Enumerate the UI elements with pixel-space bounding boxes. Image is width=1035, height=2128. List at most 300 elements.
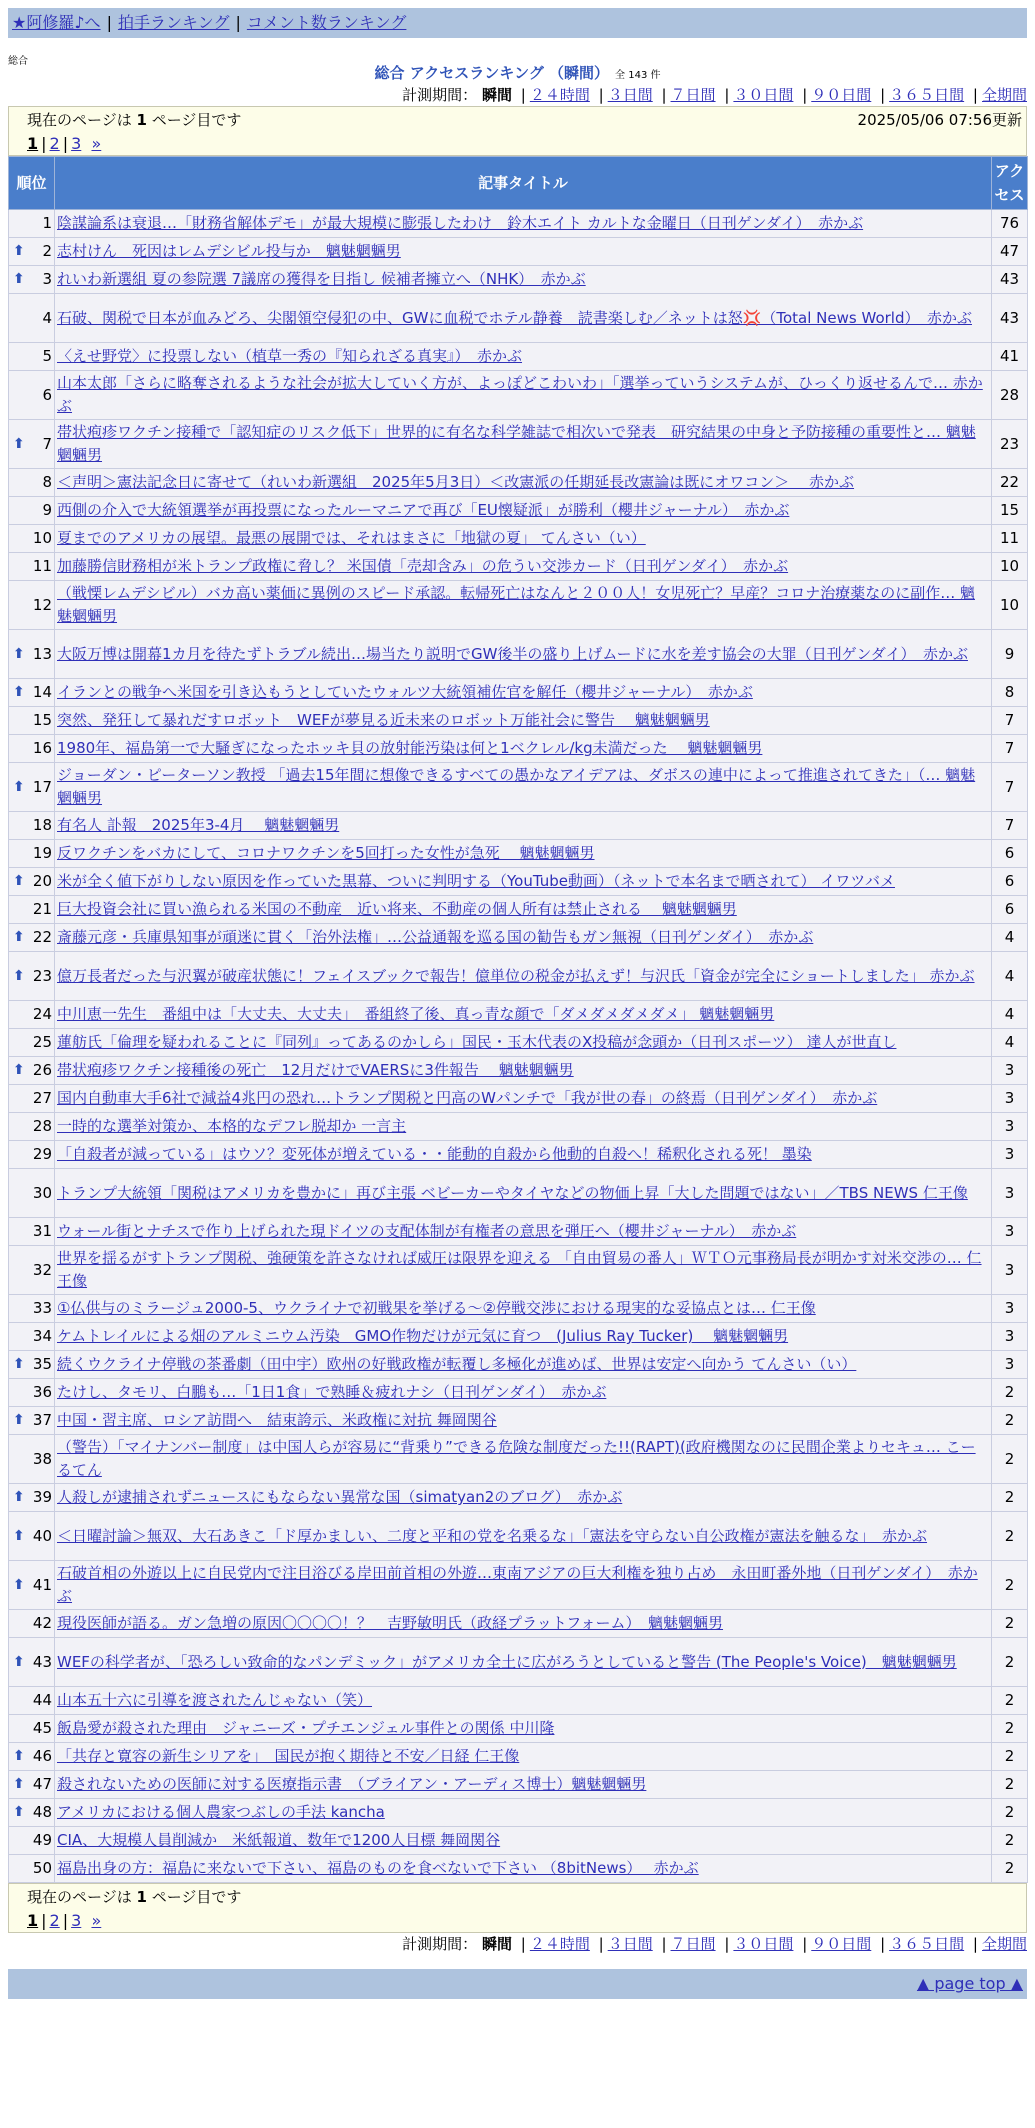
article-title-link[interactable]: たけし、タモリ、白鵬も…「1日1食」で熟睡＆疲れナシ（日刊ゲンダイ） 赤かぶ: [57, 1383, 607, 1401]
access-count: 6: [992, 840, 1028, 868]
title-cell: [55, 735, 992, 763]
rank-number: 16: [32, 739, 52, 757]
period-link-90d[interactable]: ９０日間: [811, 86, 872, 104]
table-row: [9, 1379, 1028, 1407]
table-row: [9, 1435, 1028, 1484]
rank-up-arrow-icon: ⬆: [13, 1412, 25, 1428]
article-title-link[interactable]: 億万長者だった与沢翼が破産状態に！フェイスブックで報告！億単位の税金が払えず！与沢氏「資金が完全にショートしました」 赤かぶ: [57, 966, 975, 985]
article-title-link[interactable]: 山本五十六に引導を渡されたんじゃない（笑）: [57, 1691, 373, 1709]
rank-number: 6: [42, 385, 52, 404]
current-page-post: ページ目です: [151, 111, 242, 129]
article-title-link[interactable]: ケムトレイルによる畑のアルミニウム汚染 GMO作物だけが元気に育つ (Julius Ray Tucker) 魑魅魍魎男: [57, 1327, 789, 1345]
rank-cell: [9, 497, 55, 525]
rank-number: 11: [32, 557, 52, 575]
rank-number: 7: [42, 434, 52, 453]
rank-number: 45: [32, 1719, 52, 1737]
current-page-number-bottom: 1: [136, 1888, 147, 1906]
next-page-link-bottom[interactable]: »: [91, 1911, 102, 1930]
table-row: [9, 1715, 1028, 1743]
title-cell: [55, 1512, 992, 1561]
title-cell: [55, 1715, 992, 1743]
rank-number: 8: [42, 473, 52, 491]
nav-separator: |: [235, 13, 241, 32]
pagination-bottom: 1 | 2 | 3 »: [27, 1911, 102, 1930]
rank-cell: [9, 1407, 55, 1435]
article-title-link[interactable]: 石破首相の外遊以上に自民党内で注目浴びる岸田前首相の外遊…東南アジアの巨大利権を独り占め 永田町番外地（日刊ゲンダイ） 赤かぶ: [57, 1564, 978, 1605]
article-title-link[interactable]: 〈えせ野党〉に投票しない（植草一秀の『知られざる真実』） 赤かぶ: [57, 347, 523, 365]
title-cell: [55, 1610, 992, 1638]
table-row: [9, 868, 1028, 896]
rank-cell: [9, 1512, 55, 1561]
access-count: 3: [992, 1169, 1028, 1218]
title-cell: [55, 840, 992, 868]
title-cell: [55, 238, 992, 266]
article-title-link[interactable]: 「共存と寛容の新生シリアを」 国民が抱く期待と不安／日経 仁王像: [57, 1747, 520, 1765]
article-title-link[interactable]: 福島出身の方：福島に来ないで下さい、福島のものを食べないで下さい （8bitNews） 赤かぶ: [57, 1859, 699, 1877]
article-title-link[interactable]: 斎藤元彦・兵庫県知事が頑迷に貫く「治外法権」…公益通報を巡る国の勧告もガン無視（日刊ゲンダイ） 赤かぶ: [57, 928, 814, 946]
rank-cell: [9, 343, 55, 371]
page-info-bottom: [8, 1883, 1027, 1933]
rank-up-arrow-icon: ⬆: [13, 645, 25, 662]
period-link-7d-bottom[interactable]: ７日間: [670, 1935, 716, 1953]
rank-number: 2: [42, 242, 52, 260]
title-cell: [55, 1169, 992, 1218]
rank-number: 18: [32, 816, 52, 834]
rank-up-arrow-icon: ⬆: [13, 1748, 25, 1764]
rank-number: 50: [32, 1859, 52, 1877]
title-cell: [55, 1687, 992, 1715]
period-link-24h[interactable]: ２４時間: [529, 86, 590, 104]
table-row: [9, 763, 1028, 812]
table-row: [9, 1169, 1028, 1218]
table-row: [9, 343, 1028, 371]
article-title-link[interactable]: CIA、大規模人員削減か 米紙報道、数年で1200人目標 舞岡関谷: [57, 1831, 501, 1849]
article-title-link[interactable]: 有名人 訃報 2025年3-4月 魑魅魍魎男: [57, 816, 340, 834]
table-row: [9, 896, 1028, 924]
title-cell: [55, 420, 992, 469]
article-title-link[interactable]: 西側の介入で大統領選挙が再投票になったルーマニアで再び「EU懐疑派」が勝利（櫻井ジャーナル） 赤かぶ: [57, 501, 790, 519]
table-row: [9, 952, 1028, 1001]
rank-number: 17: [32, 777, 52, 796]
rank-number: 30: [32, 1183, 52, 1202]
rank-cell: [9, 1351, 55, 1379]
rank-up-arrow-icon: ⬆: [13, 1062, 25, 1078]
title-cell: [55, 294, 992, 343]
rank-number: 5: [42, 347, 52, 365]
period-link-365d-bottom[interactable]: ３６５日間: [889, 1935, 965, 1953]
period-link-30d-bottom[interactable]: ３０日間: [733, 1935, 794, 1953]
article-title-link[interactable]: 加藤勝信財務相が米トランプ政権に脅し？ 米国債「売却含み」の危うい交渉カード（日刊ゲンダイ） 赤かぶ: [57, 557, 789, 575]
rank-number: 46: [32, 1747, 52, 1765]
article-title-link[interactable]: 人殺しが逮捕されずニュースにもならない異常な国（simatyan2のブログ） 赤かぶ: [57, 1488, 623, 1506]
rank-cell: [9, 924, 55, 952]
rank-cell: [9, 525, 55, 553]
access-count: 2: [992, 1687, 1028, 1715]
current-page-post-bottom: ページ目です: [151, 1888, 242, 1906]
rank-number: 3: [42, 270, 52, 288]
access-count: 3: [992, 1351, 1028, 1379]
rank-up-arrow-icon: ⬆: [13, 1804, 25, 1820]
rank-number: 36: [32, 1383, 52, 1401]
title-cell: [55, 763, 992, 812]
title-cell: [55, 707, 992, 735]
rank-number: 21: [32, 900, 52, 918]
title-cell: [55, 679, 992, 707]
article-title-link[interactable]: ウォール街とナチスで作り上げられた現ドイツの支配体制が有権者の意思を弾圧へ（櫻井ジャーナル） 赤かぶ: [57, 1222, 797, 1240]
title-cell: [55, 1799, 992, 1827]
rank-number: 41: [32, 1575, 52, 1594]
article-title-link[interactable]: イランとの戦争へ米国を引き込もうとしていたウォルツ大統領補佐官を解任（櫻井ジャーナル） 赤かぶ: [57, 683, 753, 701]
article-title-link[interactable]: 一時的な選挙対策か、本格的なデフレ脱却か 一言主: [57, 1117, 407, 1135]
table-row: [9, 1561, 1028, 1610]
access-count: 4: [992, 1029, 1028, 1057]
access-count: 2: [992, 1379, 1028, 1407]
rank-up-arrow-icon: ⬆: [13, 1653, 25, 1670]
table-row: [9, 1001, 1028, 1029]
article-title-link[interactable]: れいわ新選組 夏の参院選 7議席の獲得を目指し 候補者擁立へ（NHK） 赤かぶ: [57, 270, 586, 288]
title-cell: [55, 630, 992, 679]
access-count: 7: [992, 735, 1028, 763]
rank-up-arrow-icon: ⬆: [13, 1527, 25, 1544]
current-page-pre-bottom: 現在のページは: [27, 1888, 132, 1906]
nav-link-asyura[interactable]: ★阿修羅♪へ: [12, 13, 101, 32]
article-title-link[interactable]: 世界を揺るがすトランプ関税、強硬策を許さなければ威圧は限界を迎える 「自由貿易の番人」ＷＴＯ元事務局長が明かす対米交渉の… 仁王像: [57, 1249, 982, 1290]
rank-cell: [9, 952, 55, 1001]
rank-cell: [9, 1029, 55, 1057]
title-cell: [55, 1057, 992, 1085]
rank-number: 15: [32, 711, 52, 729]
access-count: 2: [992, 1743, 1028, 1771]
access-count: 6: [992, 868, 1028, 896]
nav-link-comment-ranking[interactable]: コメント数ランキング: [246, 13, 407, 32]
table-row: [9, 1323, 1028, 1351]
access-count: 4: [992, 952, 1028, 1001]
title-cell: [55, 1638, 992, 1687]
rank-cell: [9, 1827, 55, 1855]
rank-cell: [9, 896, 55, 924]
period-link-90d-bottom[interactable]: ９０日間: [811, 1935, 872, 1953]
article-title-link[interactable]: 志村けん 死因はレムデシビル投与か 魑魅魍魎男: [57, 242, 401, 260]
header-title: 記事タイトル: [55, 157, 992, 210]
rank-number: 9: [42, 501, 52, 519]
page-link-1-bottom: 1: [27, 1911, 39, 1930]
title-cell: [55, 1407, 992, 1435]
title-cell: [55, 1295, 992, 1323]
title-cell: [55, 868, 992, 896]
rank-number: 42: [32, 1614, 52, 1632]
title-cell: [55, 1855, 992, 1883]
rank-cell: [9, 1715, 55, 1743]
access-count: 4: [992, 1001, 1028, 1029]
title-cell: [55, 1001, 992, 1029]
article-title-link[interactable]: 国内自動車大手6社で減益4兆円の恐れ…トランプ関税と円高のWパンチで「我が世の春」の終焉（日刊ゲンダイ） 赤かぶ: [57, 1089, 878, 1107]
table-row: [9, 1687, 1028, 1715]
rank-number: 48: [32, 1803, 52, 1821]
title-cell: [55, 469, 992, 497]
rank-number: 32: [32, 1260, 52, 1279]
rank-number: 31: [32, 1222, 52, 1240]
page-link-2-bottom[interactable]: 2: [49, 1911, 60, 1930]
access-count: 2: [992, 1827, 1028, 1855]
page-top-link[interactable]: ▲ page top ▲: [916, 1974, 1023, 1993]
rank-up-arrow-icon: ⬆: [13, 873, 25, 889]
article-title-link[interactable]: WEFの科学者が、「恐ろしい致命的なパンデミック」がアメリカ全土に広がろうとしていると警告 (The People's Voice) 魑魅魍魎男: [57, 1652, 957, 1671]
article-title-link[interactable]: 反ワクチンをバカにして、コロナワクチンを5回打った女性が急死 魑魅魍魎男: [57, 844, 595, 862]
article-title-link[interactable]: 1980年、福島第一で大騒ぎになったホッキ貝の放射能汚染は何と1ベクレル/kg未満だった 魑魅魍魎男: [57, 739, 763, 757]
title-cell: [55, 952, 992, 1001]
table-row: [9, 1029, 1028, 1057]
ranking-table-body: [9, 210, 1028, 1883]
table-row: [9, 1743, 1028, 1771]
title-cell: [55, 1141, 992, 1169]
rank-cell: [9, 1113, 55, 1141]
rank-up-arrow-icon: ⬆: [13, 1776, 25, 1792]
access-count: 10: [992, 581, 1028, 630]
article-title-link[interactable]: 山本太郎「さらに略奪されるような社会が拡大していく方が、よっぽどこわいわ」「選挙っていうシステムが、ひっくり返せるんで… 赤かぶ: [57, 374, 983, 415]
article-title-link[interactable]: 現役医師が語る。ガン急増の原因〇〇〇〇！？ 吉野敏明氏（政経プラットフォーム） 魑魅魍魎男: [57, 1614, 724, 1632]
table-row: [9, 525, 1028, 553]
period-link-24h-bottom[interactable]: ２４時間: [529, 1935, 590, 1953]
access-count: 7: [992, 812, 1028, 840]
total-count: 全 143 件: [615, 70, 661, 81]
title-cell: [55, 1561, 992, 1610]
table-row: [9, 1218, 1028, 1246]
access-count: 10: [992, 553, 1028, 581]
table-row: [9, 1246, 1028, 1295]
rank-number: 37: [32, 1411, 52, 1429]
rank-cell: [9, 679, 55, 707]
rank-cell: [9, 1218, 55, 1246]
title-cell: [55, 1435, 992, 1484]
access-count: 2: [992, 1715, 1028, 1743]
nav-link-applause-ranking[interactable]: 拍手ランキング: [117, 13, 230, 32]
article-title-link[interactable]: 巨大投資会社に買い漁られる米国の不動産 近い将来、不動産の個人所有は禁止される 魑魅魍魎男: [57, 900, 737, 918]
article-title-link[interactable]: ①仏供与のミラージュ2000-5、ウクライナで初戦果を挙げる～②停戦交渉における現実的な妥協点とは… 仁王像: [57, 1299, 816, 1317]
table-row: [9, 1610, 1028, 1638]
table-row: [9, 266, 1028, 294]
title-cell: [55, 896, 992, 924]
table-row: [9, 1057, 1028, 1085]
table-row: [9, 1512, 1028, 1561]
title-cell: [55, 343, 992, 371]
access-count: 43: [992, 294, 1028, 343]
rank-cell: [9, 238, 55, 266]
rank-cell: [9, 1295, 55, 1323]
article-title-link[interactable]: 突然、発狂して暴れだすロボット WEFが夢見る近未来のロボット万能社会に警告 魑魅魍魎男: [57, 711, 710, 729]
article-title-link[interactable]: アメリカにおける個人農家つぶしの手法 kancha: [57, 1803, 385, 1821]
access-count: 2: [992, 1855, 1028, 1883]
rank-number: 44: [32, 1691, 52, 1709]
rank-cell: [9, 1743, 55, 1771]
period-label: 計測期間：: [402, 86, 478, 104]
article-title-link[interactable]: 大阪万博は開幕1カ月を待たずトラブル続出…場当たり説明でGW後半の盛り上げムードに水を差す協会の大罪（日刊ゲンダイ） 赤かぶ: [57, 644, 968, 663]
access-count: 3: [992, 1141, 1028, 1169]
current-page-pre: 現在のページは: [27, 111, 132, 129]
article-title-link[interactable]: ジョーダン・ピーターソン教授 「過去15年間に想像できるすべての愚かなアイデアは、ダボスの連中によって推進されてきた」（… 魑魅魍魎男: [57, 766, 976, 807]
rank-number: 39: [32, 1488, 52, 1506]
rank-number: 26: [32, 1061, 52, 1079]
access-count: 7: [992, 707, 1028, 735]
rank-up-arrow-icon: ⬆: [13, 684, 25, 700]
period-link-all[interactable]: 全期間: [981, 86, 1027, 104]
article-title-link[interactable]: 殺されないための医師に対する医療指示書 （ブライアン・アーディス博士）魑魅魍魎男: [57, 1775, 647, 1793]
rank-number: 23: [32, 966, 52, 985]
rank-cell: [9, 840, 55, 868]
table-row: [9, 1638, 1028, 1687]
page-link-2[interactable]: 2: [49, 134, 60, 153]
page-link-3-bottom[interactable]: 3: [71, 1911, 82, 1930]
article-title-link[interactable]: トランプ大統領「関税はアメリカを豊かに」再び主張 ベビーカーやタイヤなどの物価上昇「大した問題ではない」／TBS NEWS 仁王像: [57, 1183, 968, 1202]
title-cell: [55, 1029, 992, 1057]
article-title-link[interactable]: 米が全く値下がりしない原因を作っていた黒幕、ついに判明する（YouTube動画）（ネットで本名まで晒されて） イワツバメ: [57, 872, 895, 890]
rank-cell: [9, 1169, 55, 1218]
title-cell: [55, 497, 992, 525]
table-row: [9, 924, 1028, 952]
period-link-all-bottom[interactable]: 全期間: [981, 1935, 1027, 1953]
article-title-link[interactable]: 帯状疱疹ワクチン接種で「認知症のリスク低下」世界的に有名な科学雑誌で相次いで発表 研究結果の中身と予防接種の重要性と… 魑魅魍魎男: [57, 423, 976, 464]
rank-cell: [9, 1771, 55, 1799]
rank-number: 20: [32, 872, 52, 890]
period-link-3d[interactable]: ３日間: [607, 86, 653, 104]
rank-number: 38: [32, 1449, 52, 1468]
table-row: [9, 210, 1028, 238]
title-cell: [55, 525, 992, 553]
access-count: 2: [992, 1484, 1028, 1512]
access-count: 2: [992, 1435, 1028, 1484]
table-row: [9, 420, 1028, 469]
rank-cell: [9, 1057, 55, 1085]
access-count: 2: [992, 1771, 1028, 1799]
title-cell: [55, 1379, 992, 1407]
table-row: [9, 812, 1028, 840]
article-title-link[interactable]: 中川恵一先生 番組中は「大丈夫、大丈夫」 番組終了後、真っ青な顔で「ダメダメダメダメ」 魑魅魍魎男: [57, 1005, 775, 1023]
access-count: 23: [992, 420, 1028, 469]
article-title-link[interactable]: （戦慄レムデシビル）バカ高い薬価に異例のスピード承認。転帰死亡はなんと２００人！女児死亡？早産？コロナ治療薬なのに副作… 魑魅魍魎男: [57, 584, 975, 625]
table-row: [9, 707, 1028, 735]
article-title-link[interactable]: 中国・習主席、ロシア訪問へ 結束誇示、米政権に対抗 舞岡関谷: [57, 1411, 497, 1429]
bottom-bar: [8, 1969, 1027, 1999]
period-current: 瞬間: [481, 86, 512, 104]
title-cell: [55, 924, 992, 952]
article-title-link[interactable]: 蓮舫氏「倫理を疑われることに『同列』ってあるのかしら」国民・玉木代表のX投稿が念頭か（日刊スポーツ） 達人が世直し: [57, 1033, 897, 1051]
rank-number: 47: [32, 1775, 52, 1793]
period-link-7d[interactable]: ７日間: [670, 86, 716, 104]
access-count: 6: [992, 896, 1028, 924]
table-row: [9, 1827, 1028, 1855]
article-title-link[interactable]: ＜声明＞憲法記念日に寄せて（れいわ新選組 2025年5月3日）＜改憲派の任期延長改憲論は既にオワコン＞ 赤かぶ: [57, 473, 855, 491]
rank-cell: [9, 1379, 55, 1407]
table-row: [9, 1351, 1028, 1379]
title-cell: [55, 1484, 992, 1512]
title-cell: [55, 210, 992, 238]
rank-cell: [9, 812, 55, 840]
table-row: [9, 581, 1028, 630]
rank-number: 35: [32, 1355, 52, 1373]
rank-cell: [9, 1435, 55, 1484]
article-title-link[interactable]: 飯島愛が殺された理由 ジャニーズ・プチエンジェル事件との関係 中川隆: [57, 1719, 555, 1737]
table-row: [9, 371, 1028, 420]
current-page-text-bottom: [27, 1886, 1018, 1909]
rank-number: 24: [32, 1005, 52, 1023]
access-count: 43: [992, 266, 1028, 294]
rank-cell: [9, 1561, 55, 1610]
rank-cell: [9, 1799, 55, 1827]
access-count: 3: [992, 1295, 1028, 1323]
page-link-3[interactable]: 3: [71, 134, 82, 153]
article-title-link[interactable]: 石破、関税で日本が血みどろ、尖閣領空侵犯の中、GWに血税でホテル静養 読書楽しむ／ネットは怒💢（Total News World） 赤かぶ: [57, 308, 972, 327]
rank-number: 29: [32, 1145, 52, 1163]
table-row: [9, 1771, 1028, 1799]
rank-number: 40: [32, 1526, 52, 1545]
page-title: [8, 62, 1027, 84]
table-row: [9, 679, 1028, 707]
access-count: 4: [992, 924, 1028, 952]
access-count: 2: [992, 1638, 1028, 1687]
access-count: 9: [992, 630, 1028, 679]
article-title-link[interactable]: 夏までのアメリカの展望。最悪の展開では、それはまさに「地獄の夏」 てんさい（い）: [57, 529, 646, 547]
header-rank: 順位: [9, 157, 55, 210]
category-label: 総合: [8, 56, 28, 67]
title-cell: [55, 553, 992, 581]
rank-cell: [9, 371, 55, 420]
table-row: [9, 1141, 1028, 1169]
pagination-top: 1 | 2 | 3 »: [27, 134, 102, 153]
access-count: 3: [992, 1113, 1028, 1141]
period-link-3d-bottom[interactable]: ３日間: [607, 1935, 653, 1953]
table-row: [9, 238, 1028, 266]
table-header-row: [9, 157, 1028, 210]
title-cell: [55, 371, 992, 420]
rank-number: 12: [32, 595, 52, 614]
article-title-link[interactable]: 帯状疱疹ワクチン接種後の死亡 12月だけでVAERSに3件報告 魑魅魍魎男: [57, 1061, 574, 1079]
period-label-bottom: 計測期間：: [402, 1935, 478, 1953]
title-cell: [55, 581, 992, 630]
article-title-link[interactable]: ＜日曜討論＞無双、大石あきこ「ド厚かましい、二度と平和の党を名乗るな」「憲法を守らない自公政権が憲法を触るな」 赤かぶ: [57, 1526, 928, 1545]
rank-up-arrow-icon: ⬆: [13, 967, 25, 984]
access-count: 11: [992, 525, 1028, 553]
rank-cell: [9, 735, 55, 763]
title-cell: [55, 1113, 992, 1141]
rank-cell: [9, 581, 55, 630]
article-title-link[interactable]: 続くウクライナ停戦の茶番劇（田中宇）欧州の好戦政権が転覆し多極化が進めば、世界は安定へ向かう てんさい（い）: [57, 1355, 857, 1373]
next-page-link[interactable]: »: [91, 134, 102, 153]
rank-number: 19: [32, 844, 52, 862]
access-count: 2: [992, 1610, 1028, 1638]
rank-cell: [9, 1484, 55, 1512]
rank-number: 33: [32, 1299, 52, 1317]
title-cell: [55, 1246, 992, 1295]
access-count: 41: [992, 343, 1028, 371]
access-count: 7: [992, 763, 1028, 812]
table-row: [9, 553, 1028, 581]
table-row: [9, 1484, 1028, 1512]
rank-number: 22: [32, 928, 52, 946]
table-row: [9, 1295, 1028, 1323]
rank-number: 28: [32, 1117, 52, 1135]
top-nav-bar: [8, 8, 1027, 38]
rank-cell: [9, 1638, 55, 1687]
article-title-link[interactable]: 「自殺者が減っている」はウソ？変死体が増えている・・能動的自殺から他動的自殺へ！稀釈化される死！ 墨染: [57, 1145, 812, 1163]
rank-cell: [9, 1141, 55, 1169]
rank-number: 1: [42, 214, 52, 232]
rank-up-arrow-icon: ⬆: [13, 435, 25, 452]
article-title-link[interactable]: 陰謀論系は衰退…「財務省解体デモ」が最大規模に膨張したわけ 鈴木エイト カルトな金曜日（日刊ゲンダイ） 赤かぶ: [57, 214, 864, 232]
period-link-30d[interactable]: ３０日間: [733, 86, 794, 104]
article-title-link[interactable]: （警告）「マイナンバー制度」は中国人らが容易に“背乗り”できる危険な制度だった!!(RAPT)(政府機関なのに民間企業よりセキュ… こーるてん: [57, 1438, 976, 1479]
table-row: [9, 1799, 1028, 1827]
period-link-365d[interactable]: ３６５日間: [889, 86, 965, 104]
title-cell: [55, 266, 992, 294]
